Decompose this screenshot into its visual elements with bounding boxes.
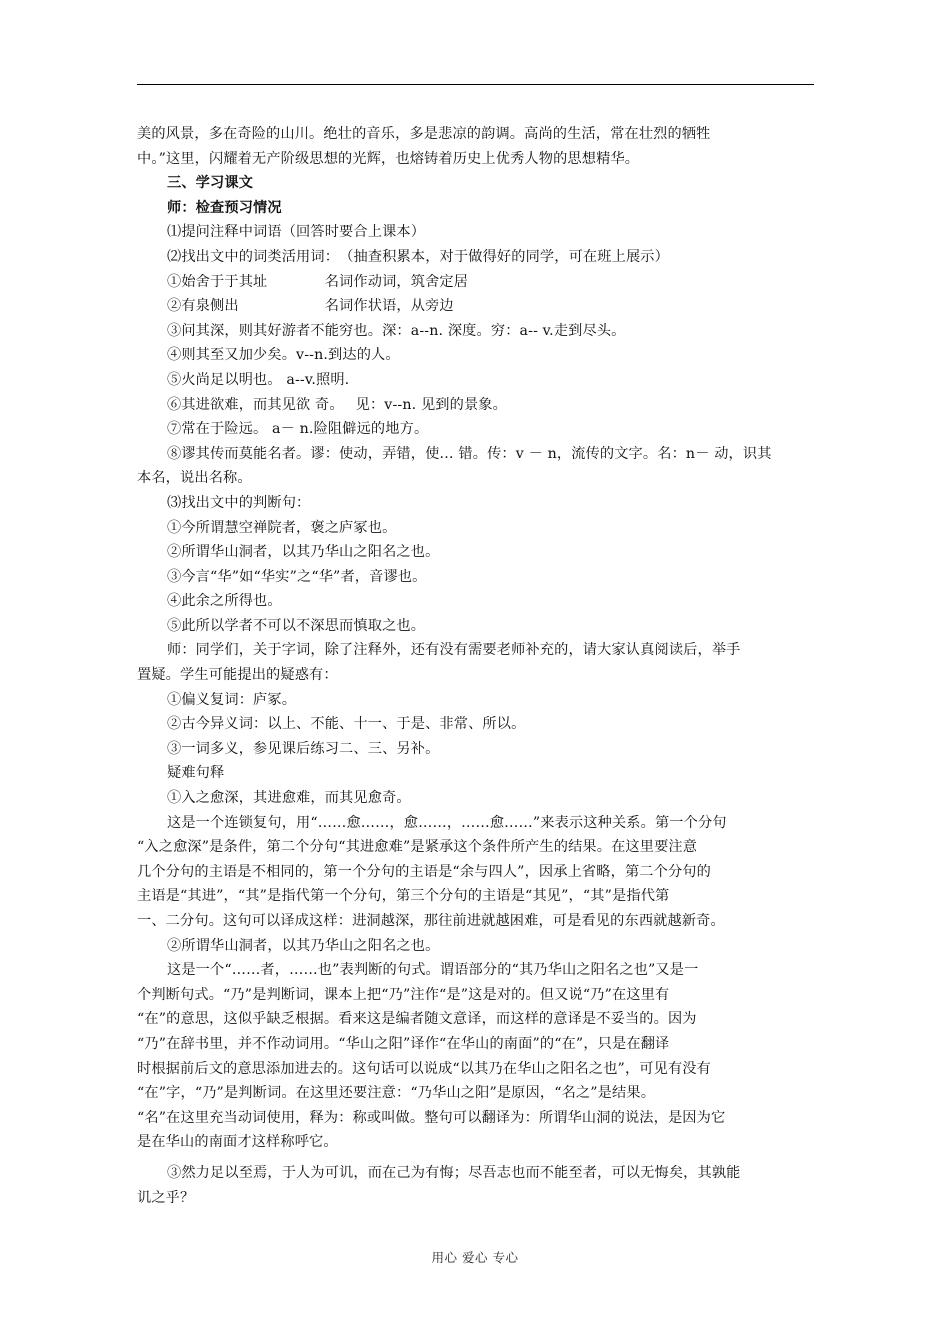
text-line: ③今言“华”如“华实”之“华”者，音谬也。 (167, 568, 427, 585)
text-line: “在”字，“乃”是判断词。在这里还要注意：“乃华山之阳”是原因，“名之”是结果。 (137, 1085, 656, 1102)
text-line: ④此余之所得也。 (167, 593, 282, 610)
text-line: 一、二分句。这句可以译成这样：进洞越深，那往前进就越困难，可是看见的东西就越新奇。 (137, 913, 725, 929)
text-line: ②所谓华山洞者，以其乃华山之阳名之也。 (167, 937, 440, 954)
text-line: “名”在这里充当动词使用，释为：称或叫做。整句可以翻译为：所谓华山洞的说法，是因为它 (137, 1109, 726, 1126)
page-footer: 用心 爱心 专心 (431, 1250, 519, 1265)
text-line: ②古今异义词：以上、不能、十一、于是、非常、所以。 (167, 716, 526, 733)
header-rule (137, 84, 814, 85)
text-line: ⑦常在于险远。 a－ n.险阻僻远的地方。 (167, 421, 429, 438)
text-line: 时根据前后文的意思添加进去的。这句话可以说成“以其乃在华山之阳名之也”，可见有没有 (137, 1060, 711, 1077)
text-line: ③一词多义，参见课后练习二、三、另补。 (167, 740, 440, 757)
text-line: ⑵找出文中的词类活用词： （抽查积累本，对于做得好的同学，可在班上展示） (167, 248, 669, 265)
text-line: 个判断句式。“乃”是判断词，课本上把“乃”注作“是”这是对的。但又说“乃”在这里有 (137, 986, 670, 1003)
text-line: ④则其至又加少矣。v--n.到达的人。 (167, 347, 400, 364)
section-heading: 师：检查预习情况 (167, 199, 282, 216)
text-line: 置疑。学生可能提出的疑惑有： (137, 667, 338, 684)
section-heading: 三、学习课文 (167, 175, 254, 192)
text-line: ②所谓华山洞者，以其乃华山之阳名之也。 (167, 544, 440, 561)
text-line: ①始舍于于其址 名词作动词，筑舍定居 (167, 273, 469, 290)
text-line: ⑥其进欲难，而其见欲 奇。 见：v--n. 见到的景象。 (167, 396, 507, 413)
document-body (137, 122, 814, 1210)
text-line: 美的风景，多在奇险的山川。绝壮的音乐，多是悲凉的韵调。高尚的生活，常在壮烈的牺牲 (137, 126, 711, 142)
text-line: ③然力足以至焉，于人为可讥，而在己为有悔；尽吾志也而不能至者，可以无悔矣，其孰能 (167, 1164, 741, 1181)
text-line: 是在华山的南面才这样称呼它。 (137, 1134, 338, 1151)
text-line: “乃”在辞书里，并不作动词用。“华山之阳”译作“在华山的南面”的“在”，只是在翻译 (137, 1035, 670, 1052)
text-line: ①入之愈深，其进愈难，而其见愈奇。 (167, 790, 411, 807)
text-line: 这是一个“……者，……也”表判断的句式。谓语部分的“其乃华山之阳名之也”又是一 (167, 962, 699, 979)
text-line: ⑤此所以学者不可以不深思而慎取之也。 (167, 617, 426, 634)
text-line: ⑴提问注释中词语（回答时要合上课本） (167, 224, 426, 241)
text-line: ③问其深，则其好游者不能穷也。深：a--n. 深度。穷：a-- v.走到尽头。 (167, 322, 626, 339)
text-line: “在”的意思，这似乎缺乏根据。看来这是编者随文意译，而这样的意译是不妥当的。因为 (137, 1011, 697, 1028)
text-line: 主语是“其进”，“其”是指代第一个分句，第三个分句的主语是“其见”，“其”是指代第 (137, 888, 670, 905)
text-line: ②有泉侧出 名词作状语，从旁边 (167, 298, 454, 315)
text-line: 中。”这里，闪耀着无产阶级思想的光辉，也熔铸着历史上优秀人物的思想精华。 (137, 150, 640, 167)
text-line: ⑤火尚足以明也。 a--v.照明. (167, 371, 350, 388)
text-line: ⑶找出文中的判断句： (167, 494, 311, 511)
text-line: ⑧谬其传而莫能名者。谬：使动，弄错，使… 错。传：v － n，流传的文字。名：n－ 动，识其 (167, 445, 772, 462)
text-line: “入之愈深”是条件，第二个分句“其进愈难”是紧承这个条件所产生的结果。在这里要注意 (137, 839, 698, 856)
text-line: 疑难句释 (167, 765, 225, 782)
text-line: ①今所谓慧空禅院者，褒之庐冢也。 (167, 519, 397, 536)
text-line: 师：同学们，关于字词，除了注释外，还有没有需要老师补充的，请大家认真阅读后，举手 (167, 642, 741, 659)
text-line: 本名，说出名称。 (137, 470, 252, 487)
text-line: 几个分句的主语是不相同的，第一个分句的主语是“余与四人”，因承上省略，第二个分句的 (137, 863, 711, 880)
text-line: 这是一个连锁复句，用“……愈……，愈……，……愈……”来表示这种关系。第一个分句 (167, 814, 727, 831)
text-line: ①偏义复词：庐冢。 (167, 691, 297, 708)
text-line: 讥之乎？ (137, 1189, 195, 1206)
